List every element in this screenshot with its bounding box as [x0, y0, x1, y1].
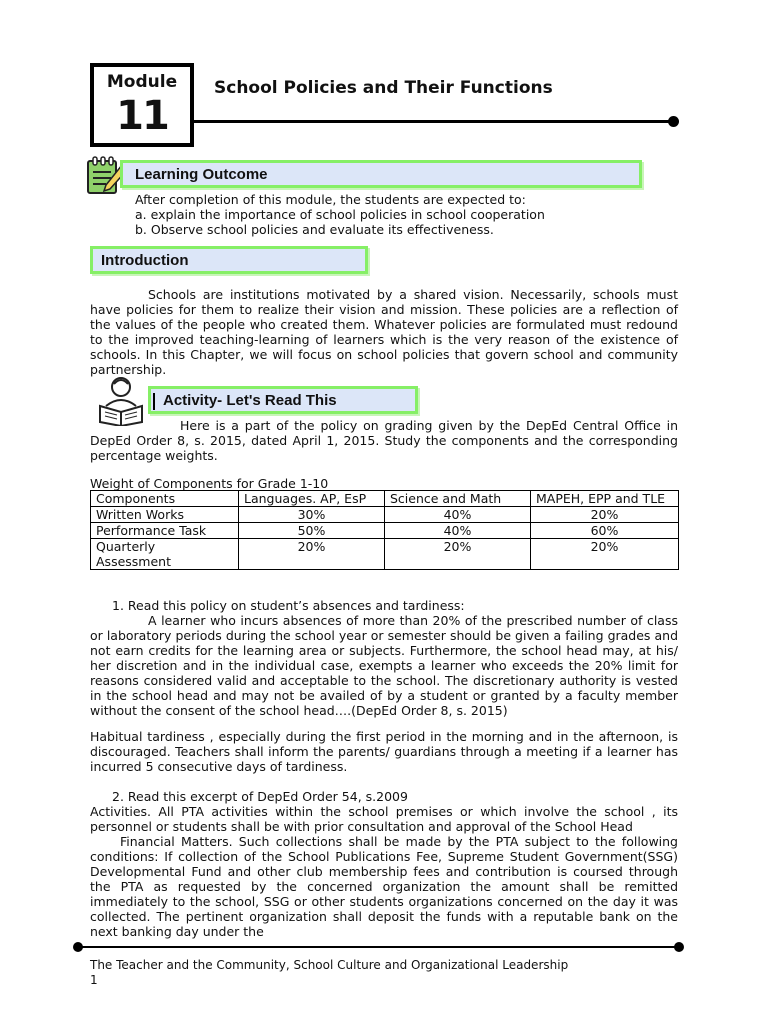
table-header-cell: Languages. AP, EsP	[239, 491, 385, 507]
table-row	[91, 507, 679, 523]
title-divider	[194, 120, 672, 123]
table-caption: Weight of Components for Grade 1-10	[90, 476, 329, 491]
learning-outcome-banner	[120, 160, 642, 188]
module-label: Module	[106, 72, 178, 92]
learning-outcome-body	[135, 192, 655, 237]
introduction-heading: Introduction	[101, 252, 189, 269]
page-title: School Policies and Their Functions	[214, 78, 553, 98]
learning-outcome-heading: Learning Outcome	[135, 166, 268, 183]
table-cell: 30%	[239, 507, 385, 523]
section-pta-activities: Activities. All PTA activities within the school premises or which involve the school , its personnel or students shall be with prior consultation and approval of the School Head	[90, 804, 678, 834]
table-row	[91, 523, 679, 539]
table-header-cell: Components	[91, 491, 239, 507]
table-cell: 50%	[239, 523, 385, 539]
introduction-text: Schools are institutions motivated by a shared vision. Necessarily, schools must have policies for them to realize their vision and mission. These policies are a reflection of the values of the people who created them. Whatever policies are formulated must redound to the improved teaching-learning of learners which is the very reason of the existence of schools. In this Chapter, we will focus on school policies that govern school and community partnership.	[90, 287, 678, 377]
activity-heading: Activity- Let's Read This	[163, 392, 337, 409]
table-cell: Written Works	[91, 507, 239, 523]
table-header-cell: Science and Math	[385, 491, 531, 507]
grading-weights-table	[90, 490, 679, 570]
table-cell: 60%	[531, 523, 679, 539]
learning-outcome-intro: After completion of this module, the students are expected to:	[135, 192, 526, 207]
activity-text: Here is a part of the policy on grading given by the DepEd Central Office in DepEd Order 8, s. 2015, dated April 1, 2015. Study the components and the corresponding percentage weights.	[90, 418, 678, 463]
section-pta-financial: Financial Matters. Such collections shall be made by the PTA subject to the following conditions: If collection of the School Publications Fee, Supreme Student Government(SSG) Developmental Fund and other club membership fees and contribution is coursed through the PTA as requested by the concerned organization the amount shall be remitted immediately to the school, SSG or other students organizations concerned on the day it was collected. The pertinent organization shall deposit the funds with a reputable bank on the next banking day under the	[90, 834, 678, 939]
section-pta-heading: 2. Read this excerpt of DepEd Order 54, s.2009	[112, 789, 408, 804]
table-header-row	[91, 491, 679, 507]
page-footer	[90, 958, 568, 988]
introduction-banner	[90, 246, 368, 274]
learning-outcome-item: b. Observe school policies and evaluate its effectiveness.	[135, 222, 494, 237]
footer-divider-dot	[674, 942, 684, 952]
learning-outcome-item: a. explain the importance of school policies in school cooperation	[135, 207, 545, 222]
table-row	[91, 539, 679, 570]
section-absences-heading: 1. Read this policy on student’s absences and tardiness:	[112, 598, 465, 613]
footer-text: The Teacher and the Community, School Culture and Organizational Leadership	[90, 958, 569, 972]
section-absences-text: A learner who incurs absences of more than 20% of the prescribed number of class or laboratory periods during the school year or semester should be given a failing grades and not earn credits for the learning area or subjects. Furthermore, the school head may, at his/ her discretion and in the individual case, exempts a learner who exceeds the 20% limit for reasons considered valid and acceptable to the school. The discretionary authority is vested in the school head and may not be availed of by a student or granted by a faculty member without the consent of the school head….(DepEd Order 8, s. 2015)	[90, 613, 678, 718]
activity-banner	[148, 386, 418, 414]
tardiness-text: Habitual tardiness , especially during the first period in the morning and in the afternoon, is discouraged. Teachers shall inform the parents/ guardians through a meeting if a learner has incurred 5 consecutive days of tardiness.	[90, 729, 678, 774]
table-cell: Performance Task	[91, 523, 239, 539]
section-absences	[90, 598, 678, 718]
section-pta	[90, 789, 678, 939]
table-header-cell: MAPEH, EPP and TLE	[531, 491, 679, 507]
activity-banner-bar	[153, 393, 155, 410]
footer-divider-dot	[73, 942, 83, 952]
page-number: 1	[90, 973, 98, 987]
table-cell: 20%	[239, 539, 385, 570]
module-box	[90, 63, 194, 147]
table-cell: 20%	[531, 539, 679, 570]
table-cell: 40%	[385, 523, 531, 539]
table-cell: Quarterly Assessment	[91, 539, 239, 570]
footer-divider	[80, 946, 680, 948]
module-number: 11	[116, 93, 168, 139]
title-divider-dot	[668, 116, 679, 127]
table-cell: 20%	[385, 539, 531, 570]
table-cell: 40%	[385, 507, 531, 523]
table-cell: 20%	[531, 507, 679, 523]
